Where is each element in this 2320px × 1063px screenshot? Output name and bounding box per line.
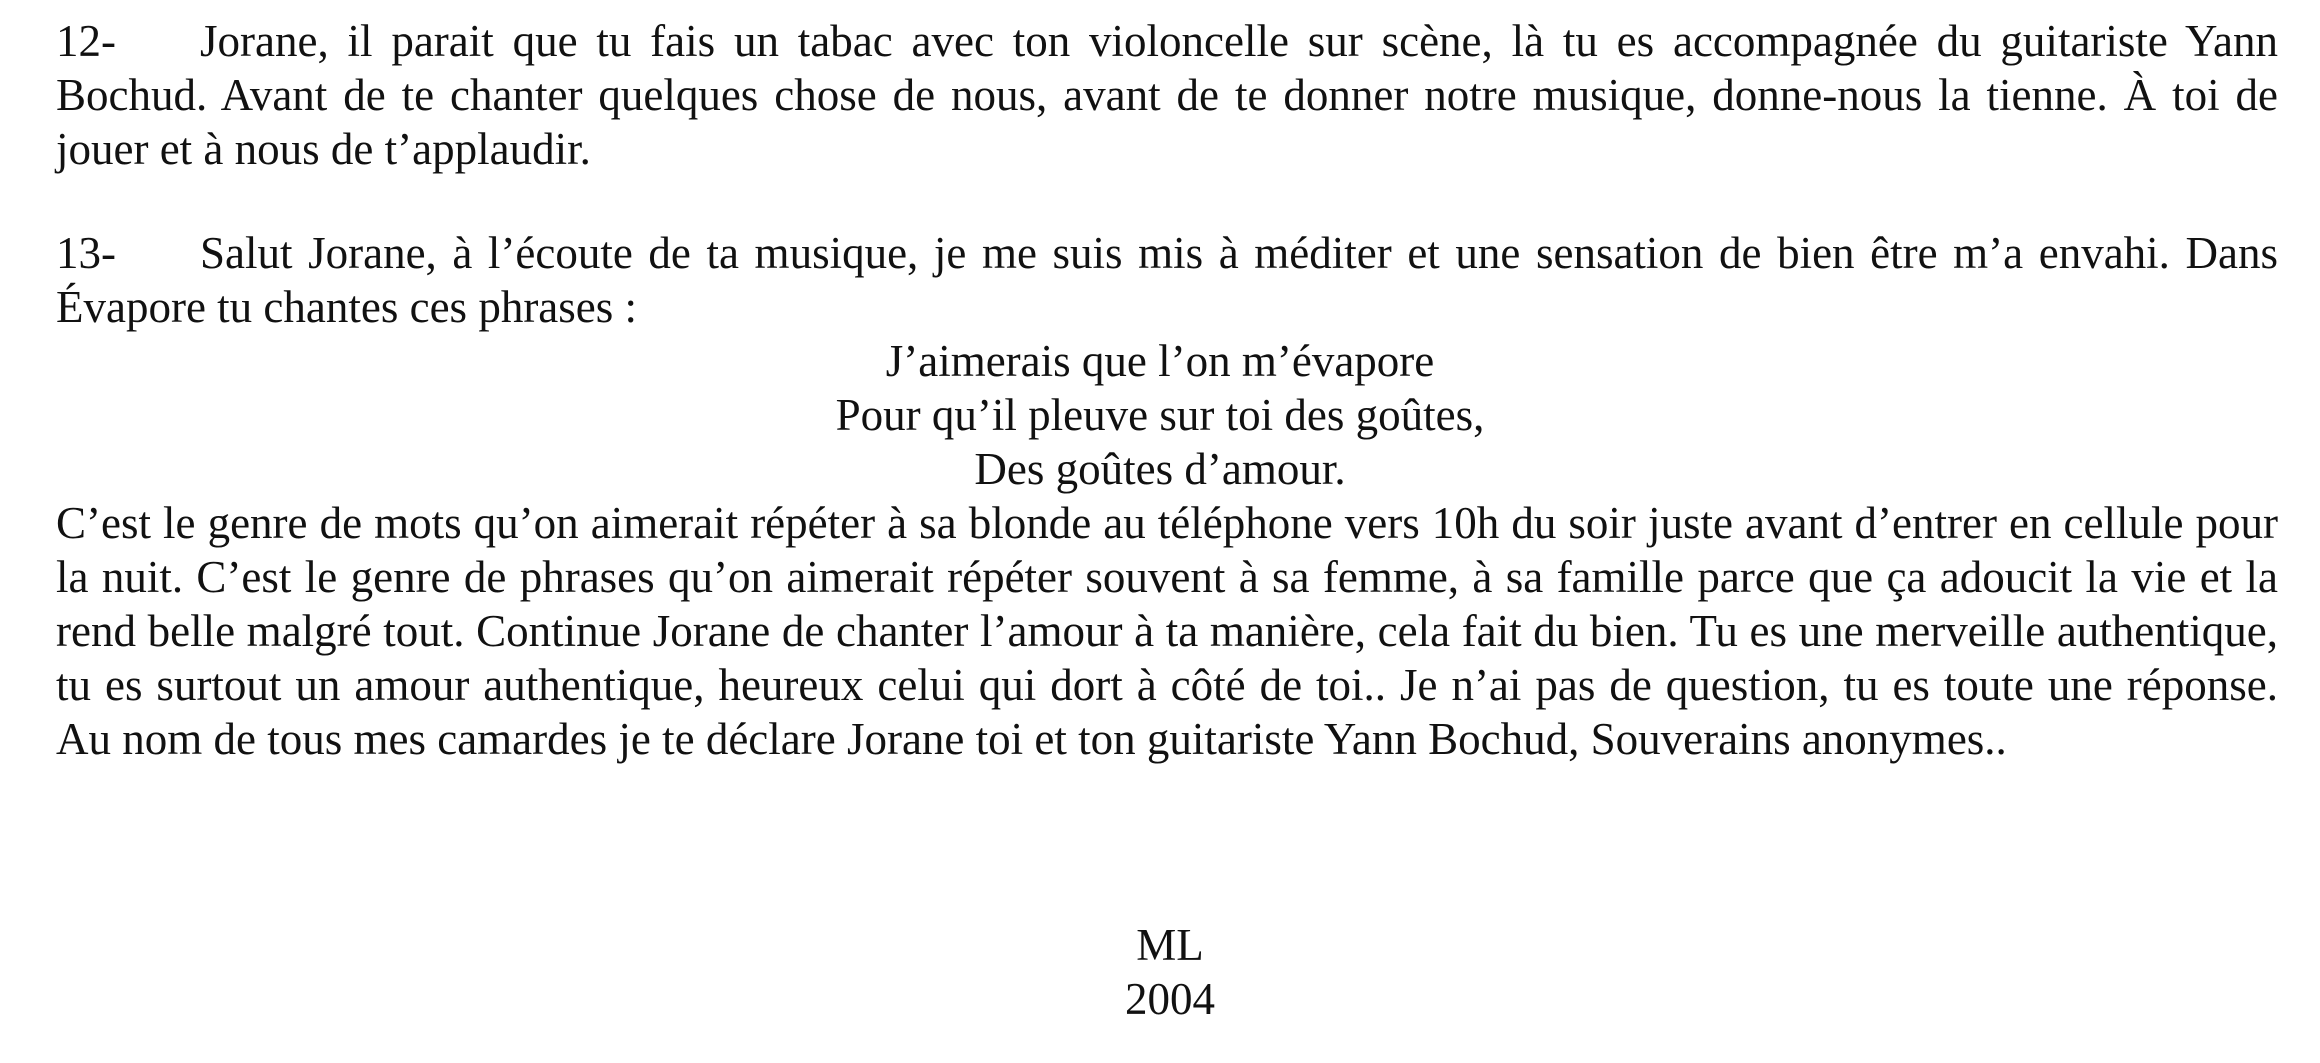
- verse-line: Pour qu’il pleuve sur toi des goûtes,: [835, 390, 1485, 440]
- paragraph-13-continuation: [56, 496, 2278, 766]
- paragraph-13: [56, 226, 2278, 334]
- song-verse: [0, 334, 2320, 496]
- signature-year: 2004: [1125, 974, 1215, 1024]
- verse-line: J’aimerais que l’on m’évapore: [885, 336, 1435, 386]
- paragraph-text: C’est le genre de mots qu’on aimerait répéter à sa blonde au téléphone vers 10h du soir juste avant d’entrer en cellule pour la nuit. C’est le genre de phrases qu’on aimerait répéter souvent à sa femme, à sa famille parce que ça adoucit la vie et la rend belle malgré tout. Continue Jorane de chanter l’amour à ta manière, cela fait du bien. Tu es une merveille authentique, tu es surtout un amour authentique, heureux celui qui dort à côté de toi.. Je n’ai pas de question, tu es toute une réponse. Au nom de tous mes camardes je te déclare Jorane toi et ton guitariste Yann Bochud, Souverains anonymes..: [56, 498, 2278, 764]
- paragraph-text: Salut Jorane, à l’écoute de ta musique, je me suis mis à méditer et une sensation de bien être m’a envahi. Dans Évapore tu chantes ces phrases :: [56, 228, 2278, 332]
- paragraph-text: Jorane, il parait que tu fais un tabac avec ton violoncelle sur scène, là tu es accompagnée du guitariste Yann Bochud. Avant de te chanter quelques chose de nous, avant de te donner notre musique, donne-nous la tienne. À toi de jouer et à nous de t’applaudir.: [56, 16, 2278, 174]
- item-number: 12-: [56, 16, 116, 66]
- verse-line: Des goûtes d’amour.: [974, 444, 1346, 494]
- paragraph-12: [56, 14, 2278, 176]
- item-number: 13-: [56, 228, 116, 278]
- signature-initials: ML: [1136, 920, 1204, 970]
